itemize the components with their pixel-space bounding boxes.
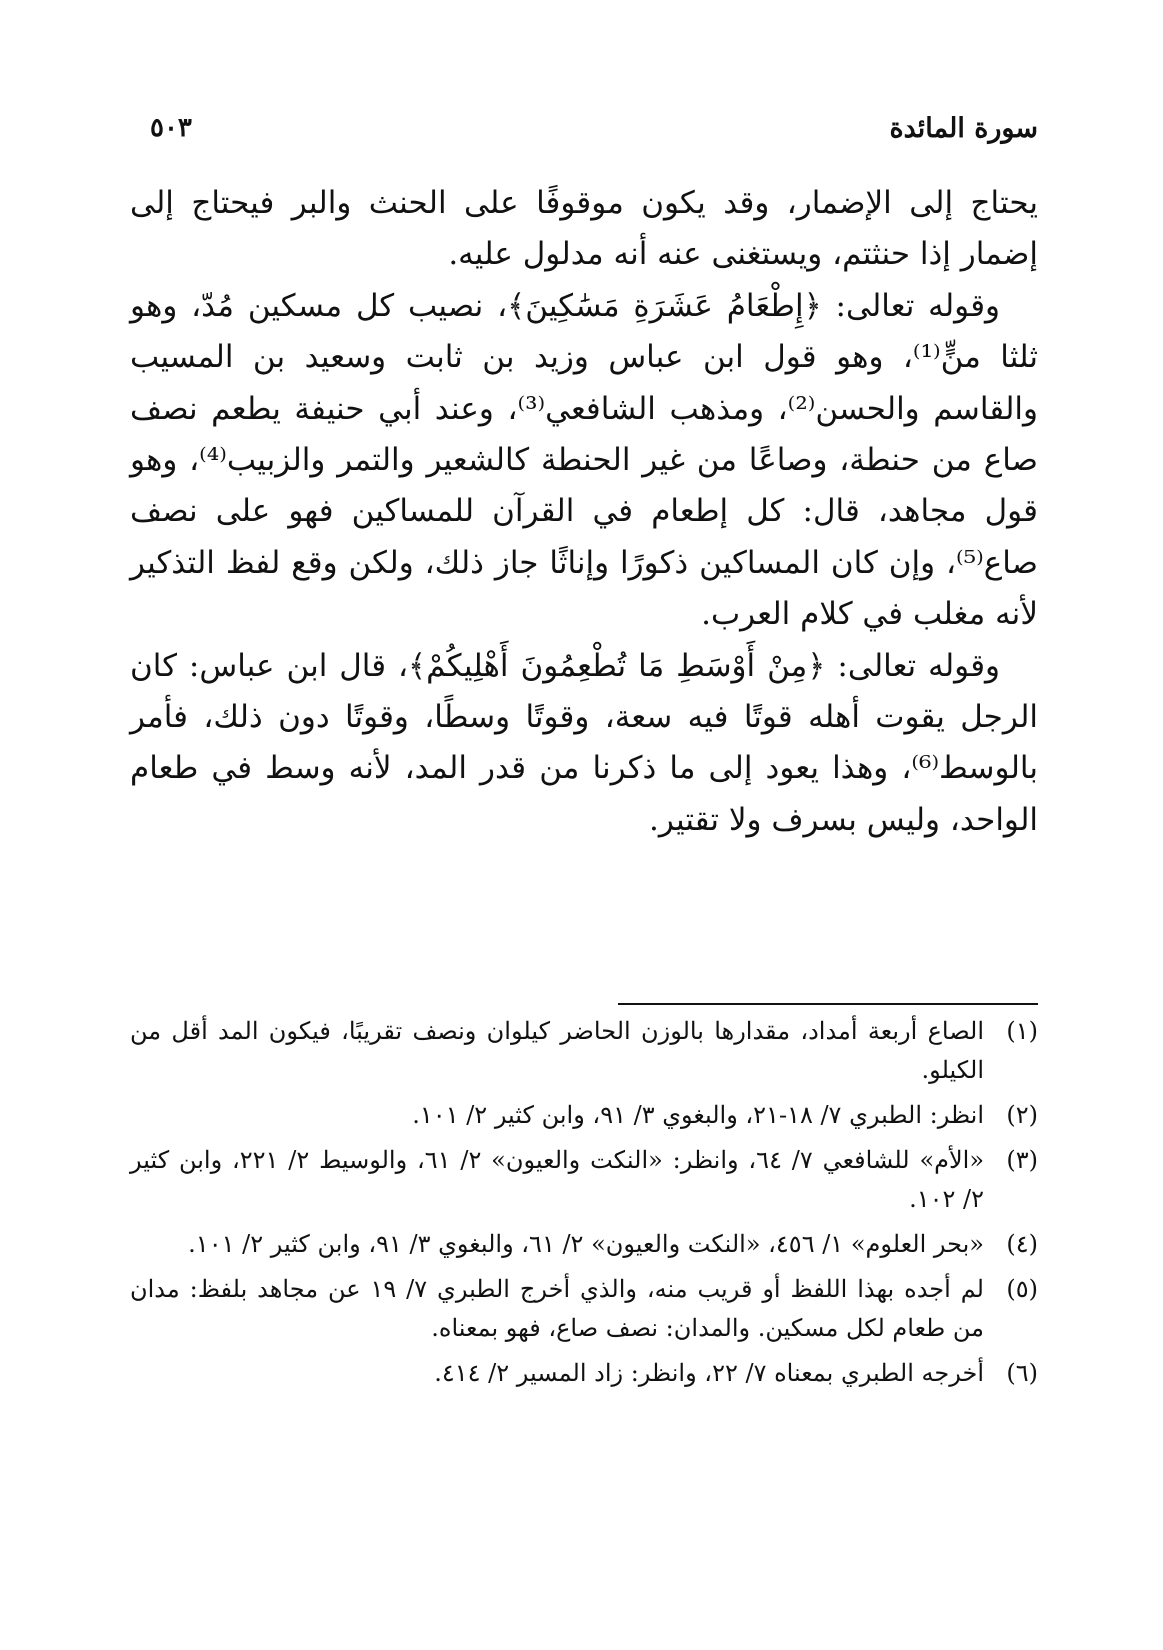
page-number: ٥٠٣ bbox=[150, 113, 192, 143]
footnote-text: «الأم» للشافعي ٧/ ٦٤، وانظر: «النكت والعيون» ٢/ ٦١، والوسيط ٢/ ٢٢١، وابن كثير ٢/ ١٠٢. bbox=[130, 1146, 985, 1213]
footnote-number: (٤) bbox=[1006, 1230, 1038, 1258]
paragraph: يحتاج إلى الإضمار، وقد يكون موقوفًا على الحنث والبر فيحتاج إلى إضمار إذا حنثتم، ويستغنى عنه أنه مدلول عليه. bbox=[130, 185, 1038, 273]
footnote-item bbox=[130, 1012, 1038, 1090]
surah-title: سورة المائدة bbox=[889, 112, 1038, 144]
footnote-number: (٣) bbox=[1006, 1146, 1038, 1174]
footnote-separator bbox=[618, 1003, 1038, 1005]
footnote-text: الصاع أربعة أمداد، مقدارها بالوزن الحاضر كيلوان ونصف تقريبًا، فيكون المد أقل من الكيلو. bbox=[130, 1017, 984, 1084]
footnotes bbox=[130, 1012, 1038, 1399]
footnote-item bbox=[130, 1096, 1038, 1135]
footnote-number: (٥) bbox=[1006, 1275, 1038, 1303]
footnote-text: لم أجده بهذا اللفظ أو قريب منه، والذي أخرج الطبري ٧/ ١٩ عن مجاهد بلفظ: مدان من طعام لكل مسكين. والمدان: نصف صاع، فهو بمعناه. bbox=[130, 1275, 984, 1342]
footnote-text: أخرجه الطبري بمعناه ٧/ ٢٢، وانظر: زاد المسير ٢/ ٤١٤. bbox=[434, 1359, 984, 1387]
footnote-number: (١) bbox=[1006, 1017, 1038, 1045]
footnote-text: «بحر العلوم» ١/ ٤٥٦، «النكت والعيون» ٢/ ٦١، والبغوي ٣/ ٩١، وابن كثير ٢/ ١٠١. bbox=[188, 1230, 984, 1258]
footnote-item bbox=[130, 1270, 1038, 1348]
footnote-number: (٦) bbox=[1006, 1359, 1038, 1387]
footnote-item bbox=[130, 1141, 1038, 1219]
footnote-text: انظر: الطبري ٧/ ١٨-٢١، والبغوي ٣/ ٩١، وابن كثير ٢/ ١٠١. bbox=[412, 1101, 984, 1129]
paragraph: وقوله تعالى: ﴿مِنْ أَوْسَطِ مَا تُطْعِمُونَ أَهْلِيكُمْ﴾، قال ابن عباس: كان الرجل يقوت أهله قوتًا فيه سعة، وقوتًا وسطًا، وقوتًا دون ذلك، فأمر بالوسط⁽⁶⁾، وهذا يعود إلى ما ذكرنا من قدر المد، لأنه وسط في طعام الواحد، وليس بسرف ولا تقتير. bbox=[130, 647, 1038, 838]
footnote-item bbox=[130, 1225, 1038, 1264]
footnote-number: (٢) bbox=[1006, 1101, 1038, 1129]
footnote-item bbox=[130, 1354, 1038, 1393]
paragraph: وقوله تعالى: ﴿إِطْعَامُ عَشَرَةِ مَسَٰكِينَ﴾، نصيب كل مسكين مُدّ، وهو ثلثا منٍّ⁽¹⁾، وهو قول ابن عباس وزيد بن ثابت وسعيد بن المسيب والقاسم والحسن⁽²⁾، ومذهب الشافعي⁽³⁾، وعند أبي حنيفة يطعم نصف صاع من حنطة، وصاعًا من غير الحنطة كالشعير والتمر والزبيب⁽⁴⁾، وهو قول مجاهد، قال: كل إطعام في القرآن للمساكين فهو على نصف صاع⁽⁵⁾، وإن كان المساكين ذكورًا وإناثًا جاز ذلك، ولكن وقع لفظ التذكير لأنه مغلب في كلام العرب. bbox=[130, 287, 1038, 633]
page-header bbox=[150, 108, 1038, 148]
main-text bbox=[130, 178, 1038, 846]
